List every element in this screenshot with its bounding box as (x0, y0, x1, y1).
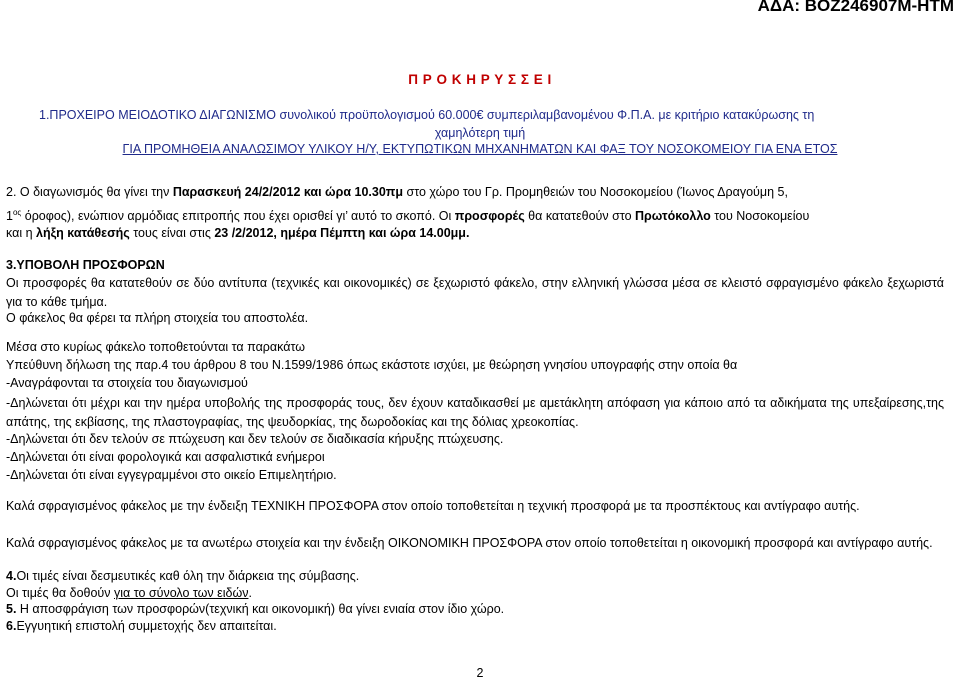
section3-paragraph: Οι προσφορές θα κατατεθούν σε δύο αντίτυπα (τεχνικές και οικονομικές) σε ξεχωριστό φάκελο, στην ελληνική γλώσσα μέσα σε κλειστό σφραγισμένο φάκελο ξεχωριστά για το κάθε τμήμα. (6, 276, 944, 309)
item2-text: 2. Ο διαγωνισμός θα γίνει την (6, 185, 173, 199)
item2-place: στο χώρο του Γρ. Προμηθειών του Νοσοκομείου (Ίωνος Δραγούμη 5, (403, 185, 788, 199)
technical-envelope: Καλά σφραγισμένος φάκελος με την ένδειξη ΤΕΧΝΙΚΗ ΠΡΟΣΦΟΡΑ στον οποίο τοποθετείται η τεχνική προσφορά με τα προσπέκτους και αντίγραφο αυτής. (6, 499, 860, 513)
floor-suffix: ος (12, 208, 22, 217)
clause-5-text: Η αποσφράγιση των προσφορών(τεχνική και οικονομική) θα γίνει ενιαία στον ίδιο χώρο. (16, 602, 505, 616)
item2-line1 (6, 185, 788, 199)
floor-number: 1 (6, 209, 13, 224)
clause-6-text: Εγγυητική επιστολή συμμετοχής δεν απαιτείται. (16, 619, 277, 633)
clause-4 (6, 569, 359, 583)
item2-line2 (6, 208, 809, 223)
item1-line2: χαμηλότερη τιμή (434, 126, 526, 140)
clause-4-text: Οι τιμές είναι δεσμευτικές καθ όλη την διάρκεια της σύμβασης. (16, 569, 360, 583)
item2-date: Παρασκευή 24/2/2012 και ώρα 10.30πμ (172, 185, 404, 199)
section3-heading: 3.ΥΠΟΒΟΛΗ ΠΡΟΣΦΟΡΩΝ (6, 258, 165, 272)
ada-code: ΑΔΑ: ΒΟΖ246907Μ-ΗΤΜ (757, 0, 954, 15)
deadline-date: 23 /2/2012, ημέρα Πέμπτη και ώρα 14.00μμ. (214, 226, 470, 240)
clause-6-number: 6. (6, 619, 17, 633)
clause-4-extra (6, 586, 252, 600)
clause-4-number: 4. (6, 569, 17, 583)
item2-submit: θα κατατεθούν στο (524, 209, 636, 224)
document-title: Π Ρ Ο Κ Η Ρ Υ Σ Σ Ε Ι (408, 72, 552, 87)
clause-4-prices: Οι τιμές θα δοθούν (6, 586, 114, 600)
clause-4-total: για το σύνολο των ειδών (113, 586, 249, 600)
declaration-item-1: -Αναγράφονται τα στοιχεία του διαγωνισμού (6, 376, 248, 390)
offers-label: προσφορές (454, 209, 525, 224)
declaration-item-3: -Δηλώνεται ότι δεν τελούν σε πτώχευση και δεν τελούν σε διαδικασία κήρυξης πτώχευσης. (6, 432, 504, 446)
page-number: 2 (476, 666, 484, 680)
item2-and: και η (6, 226, 36, 240)
item2-hospital: του Νοσοκομείου (710, 209, 810, 224)
financial-envelope: Καλά σφραγισμένος φάκελος με τα ανωτέρω στοιχεία και την ένδειξη ΟΙΚΟΝΟΜΙΚΗ ΠΡΟΣΦΟΡΑ στον οποίο τοποθετείται η οικονομική προσφορά και αντίγραφο αυτής. (6, 536, 933, 550)
clause-4-dot: . (248, 586, 252, 600)
protocol-label: Πρωτόκολλο (635, 209, 711, 224)
clause-6 (6, 619, 277, 633)
declaration-item-4: -Δηλώνεται ότι είναι φορολογικά και ασφαλιστικά ενήμεροι (6, 450, 325, 464)
item1-line3: ΓΙΑ ΠΡΟΜΗΘΕΙΑ ΑΝΑΛΩΣΙΜΟΥ ΥΛΙΚΟΥ Η/Υ, ΕΚΤΥΠΩΤΙΚΩΝ ΜΗΧΑΝΗΜΑΤΩΝ ΚΑΙ ΦΑΞ ΤΟΥ ΝΟΣΟΚΟΜΕΙΟΥ ΓΙΑ ΕΝΑ ΕΤΟΣ (122, 142, 838, 156)
declaration-item-5: -Δηλώνεται ότι είναι εγγεγραμμένοι στο οικείο Επιμελητήριο. (6, 468, 337, 482)
item2-committee: όροφος), ενώπιον αρμόδιας επιτροπής που έχει ορισθεί γι’ αυτό το σκοπό. Οι (21, 209, 455, 224)
item2-is: τους είναι στις (129, 226, 215, 240)
declaration-item-2: -Δηλώνεται ότι μέχρι και την ημέρα υποβολής της προσφοράς τους, δεν έχουν καταδικασθεί με αμετάκλητη απόφαση για κάποιο από τα αδικήματα της υπεξαίρεσης,της απάτης, της εκβίασης, της πλαστογραφίας, της ψευδορκίας, της δωροδοκίας και της δόλιας χρεοκοπίας. (6, 396, 944, 429)
section3-sender: Ο φάκελος θα φέρει τα πλήρη στοιχεία του αποστολέα. (6, 311, 309, 325)
clause-5-number: 5. (6, 602, 17, 616)
item1-line1: 1.ΠΡΟΧΕΙΡΟ ΜΕΙΟΔΟΤΙΚΟ ΔΙΑΓΩΝΙΣΜΟ συνολικού προϋπολογισμού 60.000€ συμπεριλαμβανομένου Φ.Π.Α. με κριτήριο κατακύρωσης τη (39, 108, 815, 122)
clause-5 (6, 602, 504, 616)
deadline-label: λήξη κατάθεσής (36, 226, 130, 240)
item2-line3 (6, 226, 469, 240)
inner-heading: Μέσα στο κυρίως φάκελο τοποθετούνται τα παρακάτω (6, 340, 305, 354)
declaration-intro: Υπεύθυνη δήλωση της παρ.4 του άρθρου 8 του Ν.1599/1986 όπως εκάστοτε ισχύει, με θεώρηση γνησίου υπογραφής στην οποία θα (6, 358, 738, 372)
